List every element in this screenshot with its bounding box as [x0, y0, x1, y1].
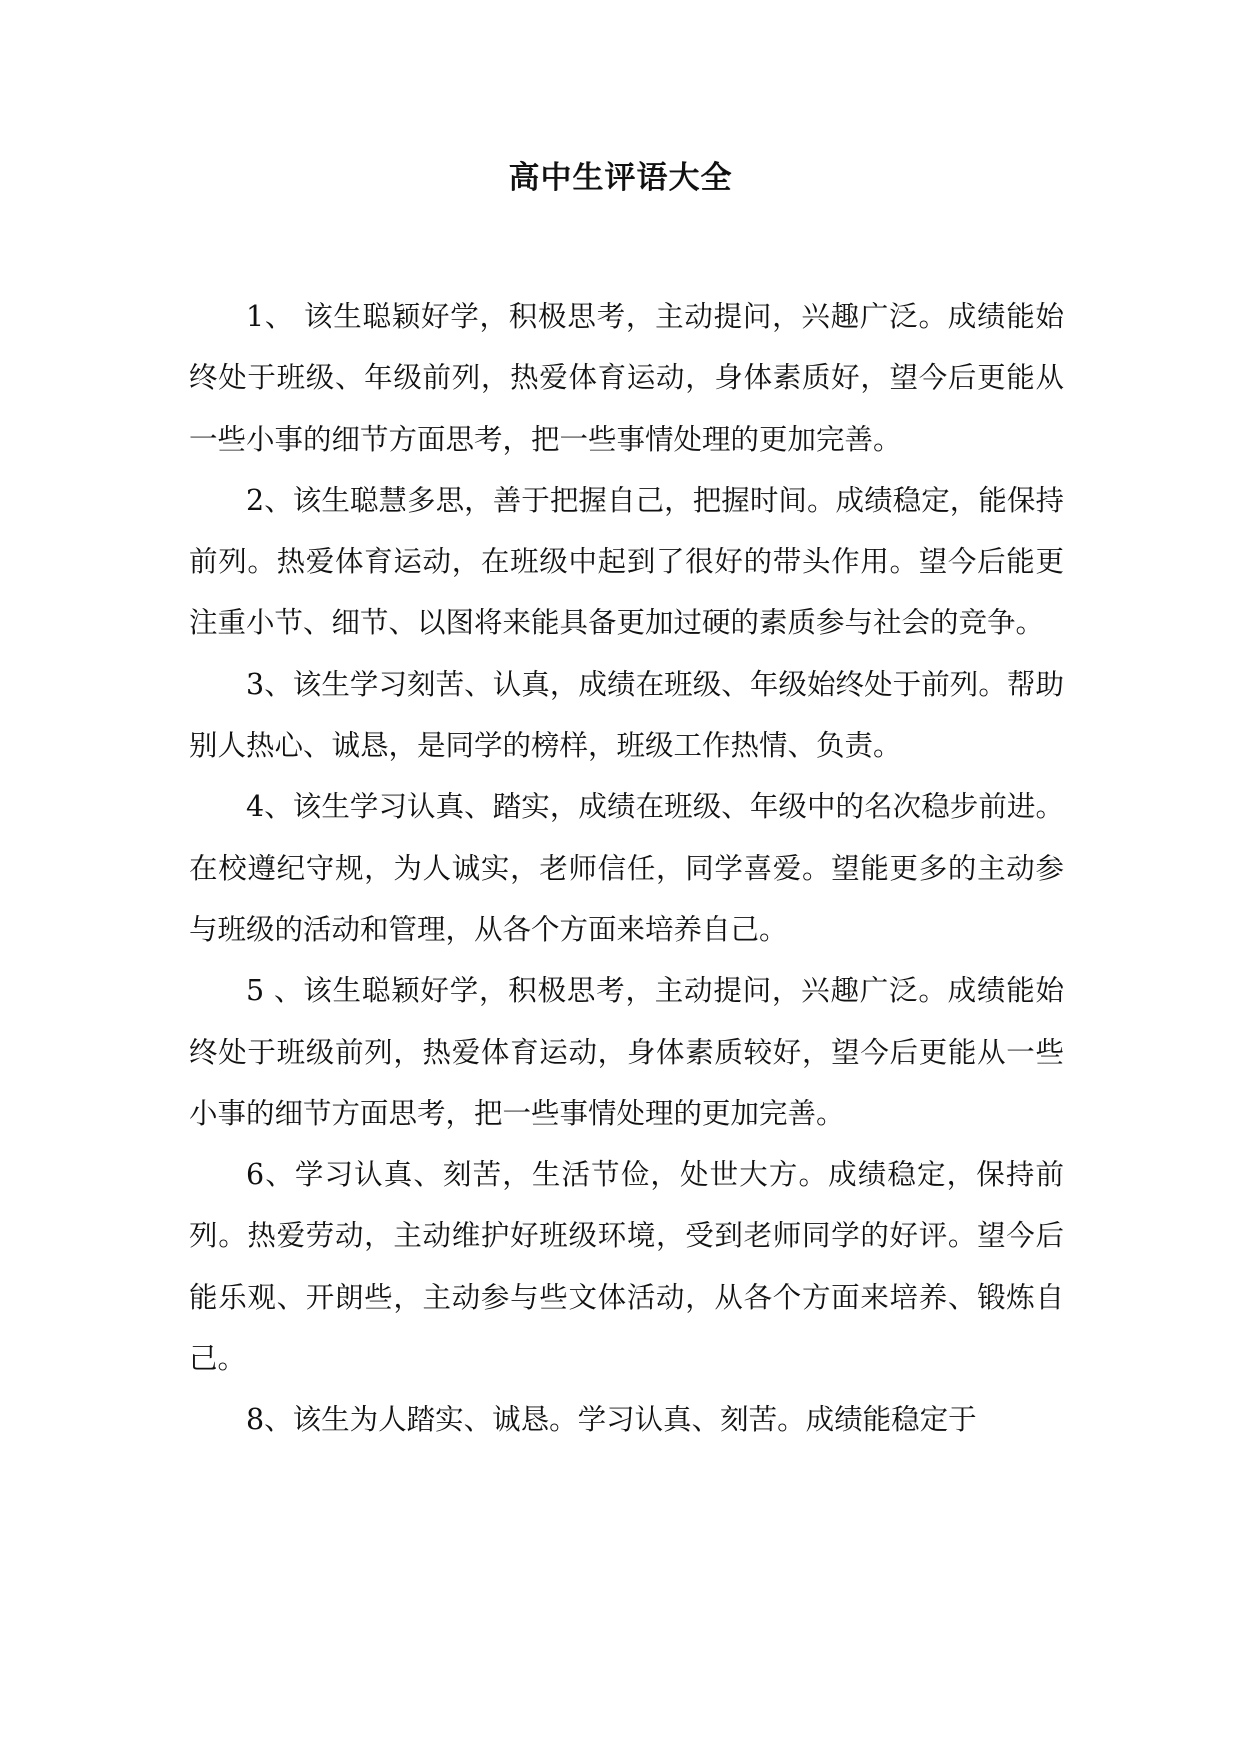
comment-paragraph-6: 6、学习认真、刻苦，生活节俭，处世大方。成绩稳定，保持前列。热爱劳动，主动维护好班级环境，受到老师同学的好评。望今后能乐观、开朗些，主动参与些文体活动，从各个方面来培养、锻炼自己。: [189, 1158, 1064, 1376]
comment-paragraph-4: 4、该生学习认真、踏实，成绩在班级、年级中的名次稳步前进。在校遵纪守规，为人诚实，老师信任，同学喜爱。望能更多的主动参与班级的活动和管理，从各个方面来培养自己。: [189, 790, 1064, 946]
document-title: 高中生评语大全: [508, 160, 733, 196]
comment-paragraph-8: 8、该生为人踏实、诚恳。学习认真、刻苦。成绩能稳定于: [246, 1403, 977, 1437]
comment-paragraph-1: 1、 该生聪颖好学，积极思考，主动提问，兴趣广泛。成绩能始终处于班级、年级前列，热爱体育运动，身体素质好，望今后更能从一些小事的细节方面思考，把一些事情处理的更加完善。: [189, 300, 1064, 456]
comment-paragraph-5: 5 、该生聪颖好学，积极思考，主动提问，兴趣广泛。成绩能始终处于班级前列，热爱体育运动，身体素质较好，望今后更能从一些小事的细节方面思考，把一些事情处理的更加完善。: [189, 974, 1064, 1130]
comment-paragraph-3: 3、该生学习刻苦、认真，成绩在班级、年级始终处于前列。帮助别人热心、诚恳，是同学的榜样，班级工作热情、负责。: [189, 667, 1064, 763]
document-body: [189, 286, 1064, 1451]
comment-paragraph-2: 2、该生聪慧多思，善于把握自己，把握时间。成绩稳定，能保持前列。热爱体育运动，在班级中起到了很好的带头作用。望今后能更注重小节、细节、以图将来能具备更加过硬的素质参与社会的竞争。: [189, 483, 1064, 640]
